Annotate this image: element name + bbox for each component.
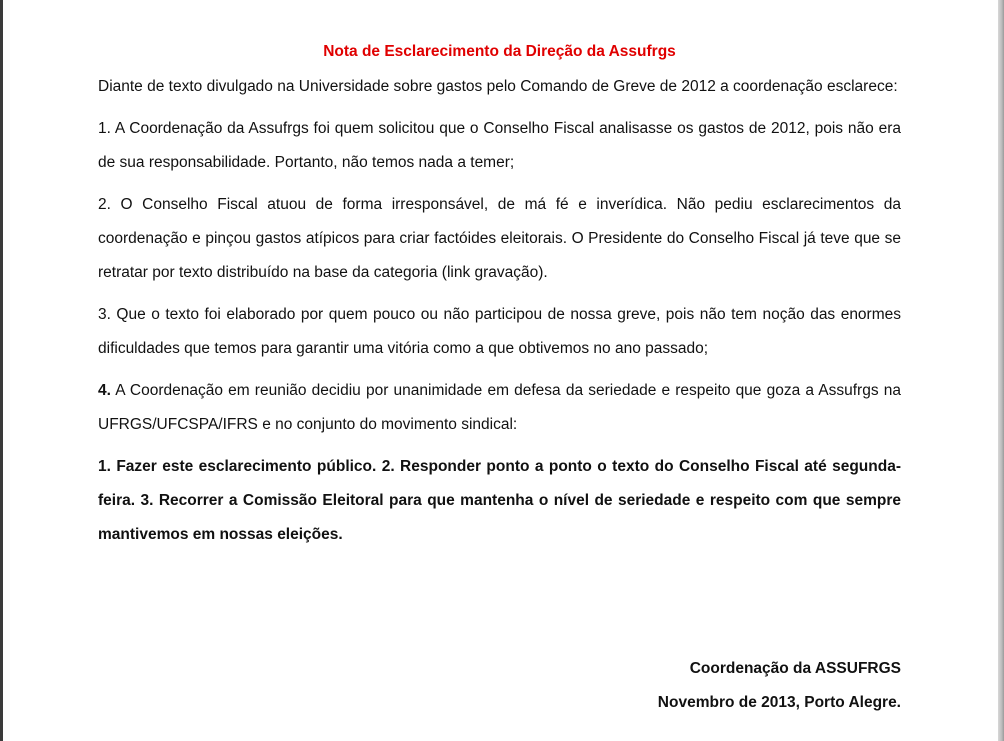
item-4-number: 4.: [98, 382, 111, 399]
signature-line: Coordenação da ASSUFRGS: [689, 660, 901, 677]
document-page: [98, 38, 901, 552]
page-left-border: [0, 0, 3, 741]
item-4-text: A Coordenação em reunião decidiu por unanimidade em defesa da seriedade e respeito que goza a Assufrgs na UFRGS/UFCSPA/IFRS e no conjunto do movimento sindical:: [98, 382, 901, 433]
item-3-paragraph: 3. Que o texto foi elaborado por quem pouco ou não participou de nossa greve, pois não tem noção das enormes dificuldades que temos para garantir uma vitória como a que obtivemos no ano passado;: [98, 306, 901, 357]
item-4-paragraph: [98, 374, 901, 442]
intro-paragraph: Diante de texto divulgado na Universidade sobre gastos pelo Comando de Greve de 2012 a coordenação esclarece:: [98, 78, 898, 95]
item-1-paragraph: 1. A Coordenação da Assufrgs foi quem solicitou que o Conselho Fiscal analisasse os gastos de 2012, pois não era de sua responsabilidade. Portanto, não temos nada a temer;: [98, 120, 901, 171]
date-place-line: Novembro de 2013, Porto Alegre.: [657, 694, 901, 711]
resolutions-paragraph: 1. Fazer este esclarecimento público. 2. Responder ponto a ponto o texto do Conselho Fiscal até segunda-feira. 3. Recorrer a Comissão Eleitoral para que mantenha o nível de seriedade e respeito com que sempre mantivemos em nossas eleições.: [98, 458, 901, 543]
page-right-shadow: [998, 0, 1004, 741]
item-2-paragraph: 2. O Conselho Fiscal atuou de forma irresponsável, de má fé e inverídica. Não pediu esclarecimentos da coordenação e pinçou gastos atípicos para criar factóides eleitorais. O Presidente do Conselho Fiscal já teve que se retratar por texto distribuído na base da categoria (link gravação).: [98, 196, 901, 281]
document-title: Nota de Esclarecimento da Direção da Assufrgs: [323, 43, 676, 60]
